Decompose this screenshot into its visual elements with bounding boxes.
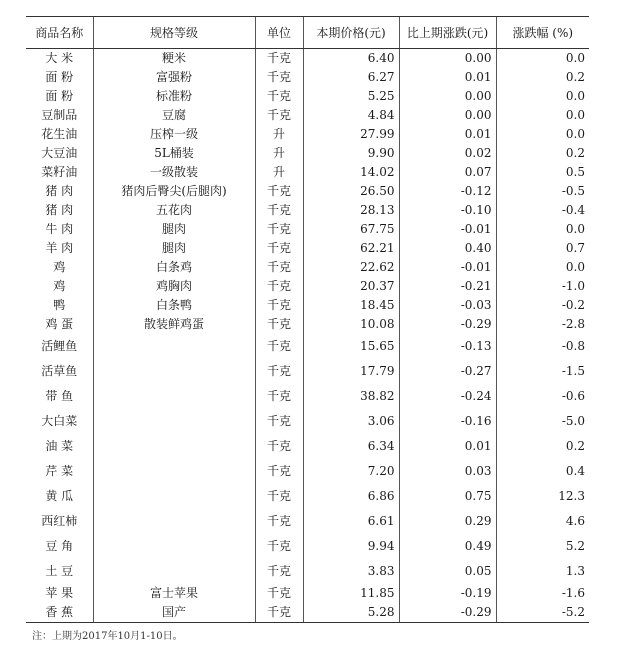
cell-unit: 千克: [255, 277, 303, 296]
cell-spec-grade: 腿肉: [93, 220, 255, 239]
cell-change: -0.27: [399, 359, 496, 384]
cell-change: 0.01: [399, 68, 496, 87]
cell-spec-grade: 白条鸭: [93, 296, 255, 315]
cell-unit: 千克: [255, 315, 303, 334]
cell-change: -0.10: [399, 201, 496, 220]
cell-current-price: 10.08: [303, 315, 399, 334]
table-row: [26, 315, 589, 334]
cell-unit: 千克: [255, 484, 303, 509]
cell-product-name: 黄 瓜: [45, 489, 74, 503]
header-current-price: 本期价格(元): [303, 17, 399, 49]
cell-unit: 千克: [255, 559, 303, 584]
cell-unit: 千克: [255, 201, 303, 220]
table-row: [26, 106, 589, 125]
header-spec-grade: 规格等级: [93, 17, 255, 49]
cell-change: -0.16: [399, 409, 496, 434]
cell-product-name: 豆 角: [45, 539, 74, 553]
cell-product-name: 猪 肉: [45, 203, 74, 217]
table-row: [26, 384, 589, 409]
cell-current-price: 11.85: [303, 584, 399, 603]
price-table-container: [26, 16, 589, 623]
cell-change-pct: -5.2: [496, 603, 589, 623]
cell-change: -0.12: [399, 182, 496, 201]
cell-change: 0.00: [399, 49, 496, 69]
cell-current-price: 6.27: [303, 68, 399, 87]
cell-unit: 千克: [255, 258, 303, 277]
cell-change-pct: 0.0: [496, 106, 589, 125]
table-row: [26, 484, 589, 509]
table-row: [26, 49, 589, 69]
cell-current-price: 17.79: [303, 359, 399, 384]
cell-spec-grade: 5L桶装: [93, 144, 255, 163]
table-row: [26, 125, 589, 144]
cell-spec-grade: 五花肉: [93, 201, 255, 220]
cell-unit: 千克: [255, 509, 303, 534]
cell-change: 0.49: [399, 534, 496, 559]
table-row: [26, 258, 589, 277]
cell-change: -0.13: [399, 334, 496, 359]
table-body: [26, 49, 589, 623]
cell-product-name: 菜籽油: [41, 165, 78, 179]
cell-product-name: 大 米: [45, 51, 74, 65]
cell-current-price: 27.99: [303, 125, 399, 144]
table-row: [26, 334, 589, 359]
cell-change: 0.40: [399, 239, 496, 258]
cell-product-name: 猪 肉: [45, 184, 74, 198]
cell-unit: 千克: [255, 584, 303, 603]
cell-unit: 升: [255, 163, 303, 182]
cell-unit: 千克: [255, 603, 303, 623]
cell-current-price: 3.83: [303, 559, 399, 584]
table-row: [26, 534, 589, 559]
cell-spec-grade: 腿肉: [93, 239, 255, 258]
cell-change-pct: 0.0: [496, 125, 589, 144]
cell-current-price: 6.34: [303, 434, 399, 459]
cell-spec-grade: [93, 459, 255, 484]
cell-change-pct: 0.4: [496, 459, 589, 484]
cell-unit: 升: [255, 144, 303, 163]
table-row: [26, 87, 589, 106]
cell-spec-grade: [93, 509, 255, 534]
cell-current-price: 4.84: [303, 106, 399, 125]
cell-current-price: 3.06: [303, 409, 399, 434]
cell-current-price: 7.20: [303, 459, 399, 484]
cell-current-price: 9.90: [303, 144, 399, 163]
cell-product-name: 鸡: [53, 260, 66, 274]
cell-unit: 千克: [255, 359, 303, 384]
cell-spec-grade: [93, 359, 255, 384]
cell-current-price: 28.13: [303, 201, 399, 220]
cell-change: 0.75: [399, 484, 496, 509]
cell-change-pct: -0.2: [496, 296, 589, 315]
cell-product-name: 土 豆: [45, 564, 74, 578]
cell-change-pct: -0.4: [496, 201, 589, 220]
cell-product-name: 活草鱼: [41, 364, 78, 378]
table-row: [26, 182, 589, 201]
cell-spec-grade: [93, 559, 255, 584]
header-row: [26, 17, 589, 49]
cell-current-price: 26.50: [303, 182, 399, 201]
cell-change-pct: -1.5: [496, 359, 589, 384]
cell-product-name: 大白菜: [41, 414, 78, 428]
cell-unit: 千克: [255, 68, 303, 87]
cell-spec-grade: [93, 484, 255, 509]
cell-spec-grade: 鸡胸肉: [93, 277, 255, 296]
cell-current-price: 62.21: [303, 239, 399, 258]
table-row: [26, 277, 589, 296]
cell-change: 0.03: [399, 459, 496, 484]
cell-change: -0.29: [399, 603, 496, 623]
cell-current-price: 9.94: [303, 534, 399, 559]
cell-spec-grade: 散装鲜鸡蛋: [93, 315, 255, 334]
cell-current-price: 6.40: [303, 49, 399, 69]
cell-change: 0.01: [399, 434, 496, 459]
table-row: [26, 509, 589, 534]
cell-spec-grade: 富强粉: [93, 68, 255, 87]
cell-current-price: 67.75: [303, 220, 399, 239]
cell-change-pct: 0.0: [496, 258, 589, 277]
cell-change-pct: -5.0: [496, 409, 589, 434]
cell-product-name: 面 粉: [45, 70, 74, 84]
cell-spec-grade: [93, 434, 255, 459]
cell-product-name: 牛 肉: [45, 222, 74, 236]
cell-spec-grade: 粳米: [93, 49, 255, 69]
cell-unit: 千克: [255, 334, 303, 359]
header-change-pct: 涨跌幅 (%): [496, 17, 589, 49]
cell-product-name: 鸡: [53, 279, 66, 293]
table-header: [26, 17, 589, 49]
cell-unit: 千克: [255, 220, 303, 239]
price-table: [26, 16, 589, 623]
cell-current-price: 20.37: [303, 277, 399, 296]
table-row: [26, 163, 589, 182]
cell-spec-grade: 富士苹果: [93, 584, 255, 603]
cell-spec-grade: 一级散装: [93, 163, 255, 182]
cell-change-pct: 0.2: [496, 144, 589, 163]
cell-change-pct: -2.8: [496, 315, 589, 334]
cell-change: 0.01: [399, 125, 496, 144]
cell-product-name: 鸭: [53, 298, 66, 312]
cell-product-name: 苹 果: [45, 586, 74, 600]
cell-unit: 千克: [255, 87, 303, 106]
footnote: 注：上期为2017年10月1-10日。: [32, 631, 183, 642]
cell-product-name: 油 菜: [45, 439, 74, 453]
cell-product-name: 面 粉: [45, 89, 74, 103]
cell-current-price: 15.65: [303, 334, 399, 359]
cell-change: -0.21: [399, 277, 496, 296]
table-row: [26, 220, 589, 239]
cell-spec-grade: [93, 384, 255, 409]
cell-spec-grade: [93, 534, 255, 559]
cell-current-price: 5.25: [303, 87, 399, 106]
cell-change-pct: 5.2: [496, 534, 589, 559]
cell-change: 0.00: [399, 87, 496, 106]
cell-change: 0.02: [399, 144, 496, 163]
cell-change-pct: -0.5: [496, 182, 589, 201]
table-row: [26, 296, 589, 315]
cell-unit: 千克: [255, 182, 303, 201]
cell-change-pct: 0.7: [496, 239, 589, 258]
cell-product-name: 香 蕉: [26, 603, 93, 623]
cell-change: 0.07: [399, 163, 496, 182]
cell-change: -0.03: [399, 296, 496, 315]
cell-unit: 千克: [255, 409, 303, 434]
cell-change-pct: 0.2: [496, 434, 589, 459]
cell-change-pct: -0.8: [496, 334, 589, 359]
cell-unit: 千克: [255, 296, 303, 315]
cell-spec-grade: 豆腐: [93, 106, 255, 125]
cell-change: -0.29: [399, 315, 496, 334]
cell-change: -0.19: [399, 584, 496, 603]
cell-spec-grade: [93, 334, 255, 359]
cell-unit: 千克: [255, 534, 303, 559]
table-row: [26, 603, 589, 623]
cell-change-pct: -1.0: [496, 277, 589, 296]
cell-current-price: 22.62: [303, 258, 399, 277]
cell-unit: 千克: [255, 239, 303, 258]
cell-unit: 千克: [255, 459, 303, 484]
table-row: [26, 434, 589, 459]
cell-spec-grade: [93, 409, 255, 434]
cell-current-price: 38.82: [303, 384, 399, 409]
cell-spec-grade: 白条鸡: [93, 258, 255, 277]
cell-change-pct: 4.6: [496, 509, 589, 534]
cell-product-name: 活鲤鱼: [41, 339, 78, 353]
table-row: [26, 144, 589, 163]
cell-change-pct: 12.3: [496, 484, 589, 509]
cell-change-pct: 0.0: [496, 87, 589, 106]
cell-unit: 千克: [255, 49, 303, 69]
cell-change-pct: -1.6: [496, 584, 589, 603]
header-change: 比上期涨跌(元): [399, 17, 496, 49]
cell-unit: 千克: [255, 434, 303, 459]
cell-spec-grade: 猪肉后臀尖(后腿肉): [93, 182, 255, 201]
cell-current-price: 18.45: [303, 296, 399, 315]
table-row: [26, 201, 589, 220]
cell-unit: 千克: [255, 384, 303, 409]
cell-change-pct: 0.2: [496, 68, 589, 87]
cell-change: -0.01: [399, 258, 496, 277]
cell-current-price: 14.02: [303, 163, 399, 182]
cell-product-name: 豆制品: [41, 108, 78, 122]
cell-change-pct: 1.3: [496, 559, 589, 584]
header-unit: 单位: [255, 17, 303, 49]
cell-product-name: 大豆油: [41, 146, 78, 160]
cell-change-pct: 0.0: [496, 49, 589, 69]
cell-unit: 升: [255, 125, 303, 144]
table-row: [26, 559, 589, 584]
header-product-name: 商品名称: [26, 17, 93, 49]
table-row: [26, 68, 589, 87]
table-row: [26, 584, 589, 603]
cell-change: 0.00: [399, 106, 496, 125]
table-row: [26, 409, 589, 434]
cell-spec-grade: 国产: [93, 603, 255, 623]
cell-product-name: 带 鱼: [45, 389, 74, 403]
cell-spec-grade: 标准粉: [93, 87, 255, 106]
cell-product-name: 羊 肉: [45, 241, 74, 255]
cell-product-name: 西红柿: [41, 514, 78, 528]
cell-product-name: 芹 菜: [45, 464, 74, 478]
cell-spec-grade: 压榨一级: [93, 125, 255, 144]
cell-change: -0.01: [399, 220, 496, 239]
table-row: [26, 359, 589, 384]
cell-product-name: 鸡 蛋: [45, 317, 74, 331]
cell-change-pct: -0.6: [496, 384, 589, 409]
cell-change: 0.05: [399, 559, 496, 584]
table-row: [26, 239, 589, 258]
cell-change-pct: 0.5: [496, 163, 589, 182]
cell-change: -0.24: [399, 384, 496, 409]
cell-change-pct: 0.0: [496, 220, 589, 239]
cell-unit: 千克: [255, 106, 303, 125]
cell-current-price: 6.86: [303, 484, 399, 509]
cell-current-price: 5.28: [303, 603, 399, 623]
table-row: [26, 459, 589, 484]
cell-change: 0.29: [399, 509, 496, 534]
cell-product-name: 花生油: [41, 127, 78, 141]
cell-current-price: 6.61: [303, 509, 399, 534]
